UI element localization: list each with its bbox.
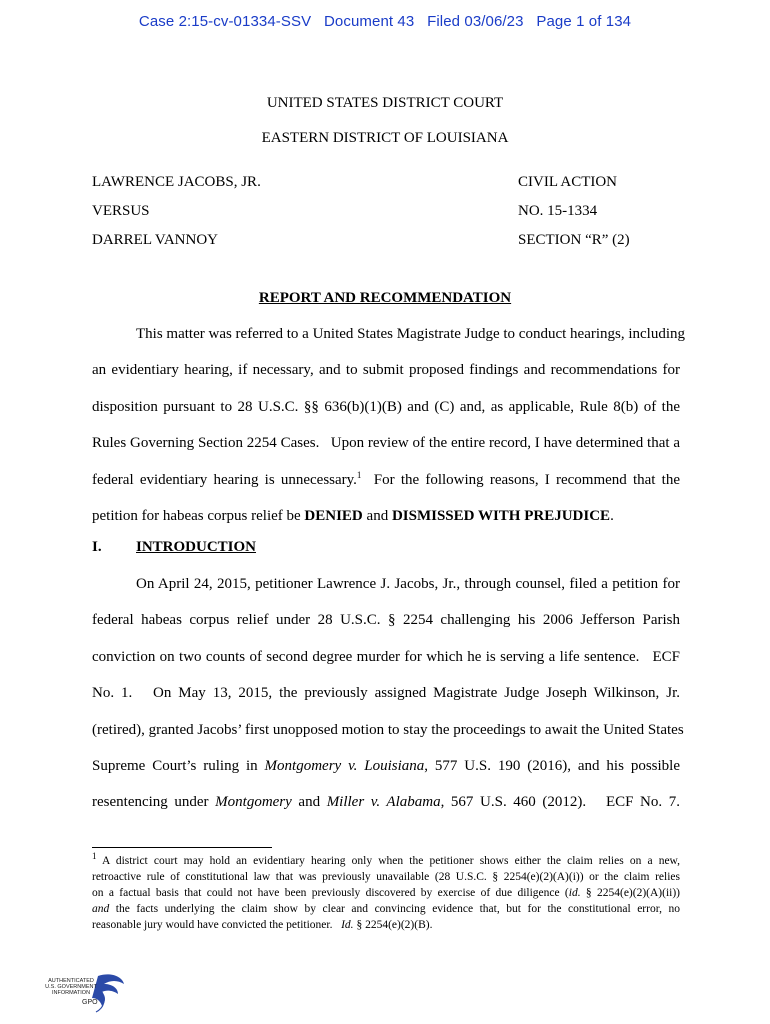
italic-id: Id. [341,919,354,931]
text-line: (retired), granted Jacobs’ first unopposed motion to stay the proceedings to await the United States [92,721,684,738]
text-run: and [291,794,327,811]
section-number: I. [92,539,102,555]
text-run: , 577 U.S. 190 (2016), and his possible [424,758,680,775]
text-run: , 567 U.S. 460 (2012). ECF No. 7. [440,794,680,811]
footnote-line [92,853,680,869]
gpo-text-line: INFORMATION [51,990,91,996]
bold-dismissed: DISMISSED WITH PREJUDICE [391,508,611,525]
footnote-line [92,917,680,933]
text-line: federal habeas corpus relief under 28 U.S.C. § 2254 challenging his 2006 Jefferson Parish [92,612,680,629]
text-run: resentencing under [92,794,216,811]
text-run: § 2254(e)(2)(A)(ii)) [580,887,681,899]
gpo-authentication-logo [40,970,130,1015]
text-line: Rules Governing Section 2254 Cases. Upon review of the entire record, I have determined that a [92,435,680,452]
text-line [92,462,680,498]
gpo-text-line: U.S. GOVERNMENT [45,984,97,990]
section-heading-introduction [92,539,256,556]
paragraph-introduction [92,566,684,821]
text-line [92,498,680,534]
section-title: INTRODUCTION [136,539,257,555]
case-citation-montgomery-short: Montgomery [215,794,292,811]
footnote-marker: 1 [92,851,97,862]
document-title: REPORT AND RECOMMENDATION [258,290,512,306]
text-line [92,784,680,820]
paragraph-referral [92,316,686,534]
footnote-ref[interactable]: 1 [356,469,362,480]
gpo-text-line: GPO [82,999,98,1006]
caption-versus: VERSUS [92,203,150,219]
case-header-stamp: Case 2:15-cv-01334-SSV Document 43 Filed 03/06/23 Page 1 of 134 [138,13,632,30]
text-line: No. 1. On May 13, 2015, the previously assigned Magistrate Judge Joseph Wilkinson, Jr. [92,685,680,702]
text-run: reasonable jury would have convicted the petitioner. [92,919,342,931]
text-run: A district court may hold an evidentiary hearing only when the petitioner shows either the claim relies on a new, [96,855,680,867]
text-line [92,748,680,784]
court-name: UNITED STATES DISTRICT COURT [266,95,504,111]
italic-id: id. [568,887,581,899]
caption-petitioner: LAWRENCE JACOBS, JR. [92,174,261,190]
text-run: the facts underlying the claim show by clear and convincing evidence that, but for the constitutional error, no [109,903,680,915]
text-line: disposition pursuant to 28 U.S.C. §§ 636(b)(1)(B) and (C) and, as applicable, Rule 8(b) of the [92,398,680,415]
footnote-line [92,885,680,901]
text-line: This matter was referred to a United States Magistrate Judge to conduct hearings, including [136,326,686,342]
caption-section: SECTION “R” (2) [518,232,630,248]
case-citation-montgomery: Montgomery v. Louisiana [264,758,425,775]
case-citation-miller: Miller v. Alabama [326,794,441,811]
text-run: petition for habeas corpus relief be [92,508,305,525]
text-run: and [362,508,392,525]
gpo-text-line: AUTHENTICATED [48,978,94,984]
text-run: For the following reasons, I recommend that the [361,471,680,488]
court-district: EASTERN DISTRICT OF LOUISIANA [261,130,509,146]
footnote-line: retroactive rule of constitutional law that was previously unavailable (28 U.S.C. § 2254(e)(2)(A)(i)) or the claim relies [92,871,680,883]
text-run: Supreme Court’s ruling in [92,758,265,775]
footnote-line [92,901,680,917]
bold-denied: DENIED [304,508,363,525]
caption-civil-action: CIVIL ACTION [518,174,618,190]
italic-and: and [92,903,110,915]
caption-respondent: DARREL VANNOY [92,232,218,248]
text-run: on a factual basis that could not have been previously discovered by exercise of due diligence ( [92,887,569,899]
text-run: § 2254(e)(2)(B). [353,919,433,931]
caption-case-number: NO. 15-1334 [518,203,598,219]
text-line: conviction on two counts of second degree murder for which he is serving a life sentence. ECF [92,648,680,665]
text-run: . [610,508,614,525]
footnote-1 [92,853,680,933]
text-line: On April 24, 2015, petitioner Lawrence J. Jacobs, Jr., through counsel, filed a petition for [136,576,680,592]
text-line: an evidentiary hearing, if necessary, and to submit proposed findings and recommendations for [92,362,680,379]
footnote-divider [92,847,272,848]
text-run: federal evidentiary hearing is unnecessary. [92,471,357,488]
